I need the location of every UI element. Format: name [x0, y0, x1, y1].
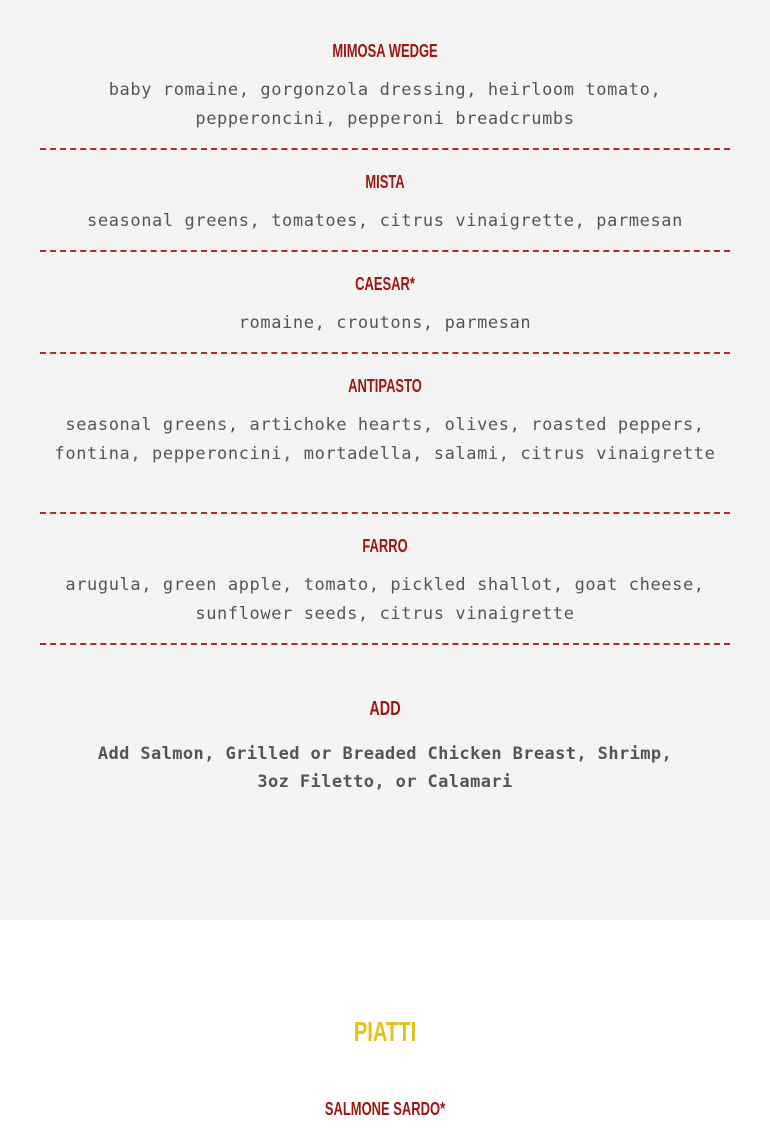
menu-item-description: romaine, croutons, parmesan	[238, 313, 532, 333]
menu-item-title: MISTA	[365, 172, 405, 192]
dashed-divider	[40, 148, 730, 150]
dashed-divider	[40, 512, 730, 514]
menu-item-description: seasonal greens, tomatoes, citrus vinaigrette, parmesan	[87, 211, 683, 231]
menu-item-title: FARRO	[362, 536, 408, 556]
menu-item-title: ANTIPASTO	[348, 376, 422, 396]
dashed-divider	[40, 643, 730, 645]
dashed-divider	[40, 352, 730, 354]
menu-item-description: baby romaine, gorgonzola dressing, heirloom tomato, pepperoncini, pepperoni breadcrumbs	[108, 80, 662, 129]
add-on-description: Add Salmon, Grilled or Breaded Chicken Breast, Shrimp, 3oz Filetto, or Calamari	[97, 744, 673, 792]
piatti-section	[0, 920, 770, 1132]
add-on-title: ADD	[369, 698, 401, 720]
menu-item-description: arugula, green apple, tomato, pickled shallot, goat cheese, sunflower seeds, citrus vinaigrette	[65, 575, 705, 624]
menu-item-title: CAESAR*	[355, 274, 415, 294]
dashed-divider	[40, 250, 730, 252]
menu-item-title: MIMOSA WEDGE	[332, 41, 438, 61]
menu-item-description: seasonal greens, artichoke hearts, olives, roasted peppers, fontina, pepperoncini, mortadella, salami, citrus vinaigrette	[54, 415, 716, 464]
section-title: PIATTI	[353, 1016, 417, 1047]
menu-item-title: SALMONE SARDO*	[324, 1099, 446, 1119]
